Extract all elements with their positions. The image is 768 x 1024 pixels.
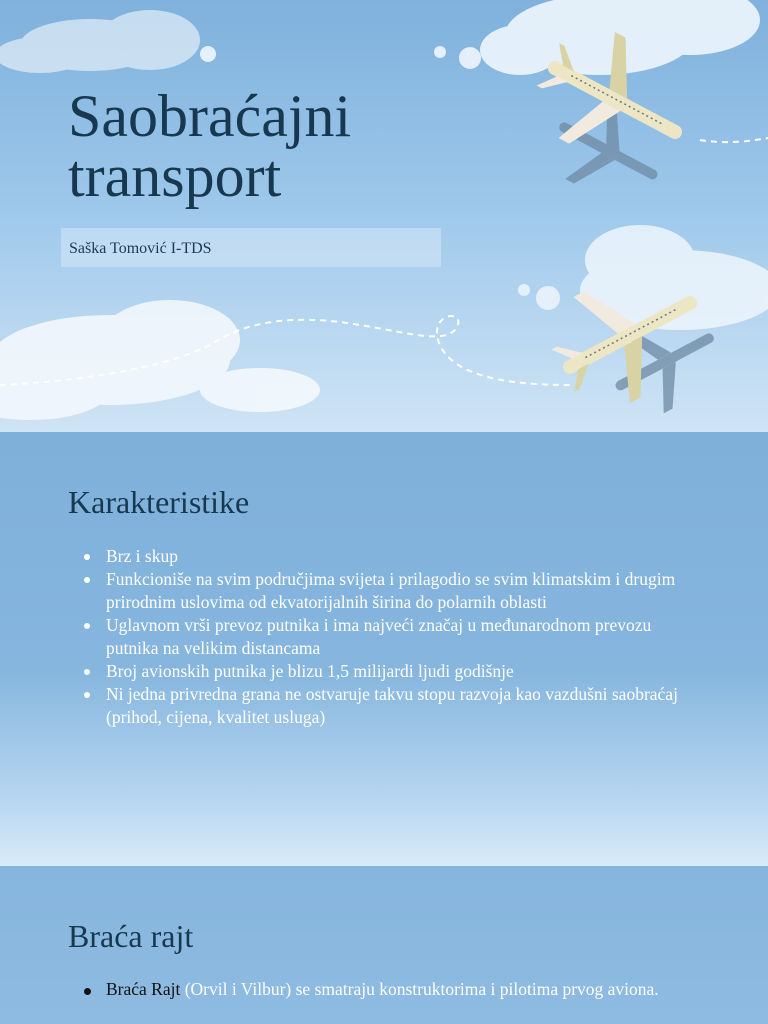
list-item <box>82 683 682 729</box>
clouds-and-planes-decoration <box>0 0 768 432</box>
bullet-list <box>82 545 682 729</box>
bullet-icon <box>84 988 91 995</box>
title-line-1: Saobraćajni <box>68 83 352 149</box>
wright-brothers-slide <box>0 866 768 1024</box>
slide-heading: Karakteristike <box>68 484 250 520</box>
bullet-list <box>82 978 682 1001</box>
dashed-flight-path <box>700 138 768 142</box>
list-item <box>82 660 682 683</box>
list-item <box>82 614 682 660</box>
cloud-icon <box>0 10 200 73</box>
list-item <box>82 568 682 614</box>
subtitle: Saška Tomović I-TDS <box>69 240 212 257</box>
list-item-text: Brz i skup <box>106 546 178 566</box>
list-item-text: Ni jedna privredna grana ne ostvaruje takvu stopu razvoja kao vazdušni saobraćaj (prihod, cijena, kvalitet usluga) <box>106 684 678 727</box>
bullet-icon <box>84 692 90 698</box>
list-item-text: Broj avionskih putnika je blizu 1,5 milijardi ljudi godišnje <box>106 661 514 681</box>
title-line-2: transport <box>68 143 282 209</box>
bullet-icon <box>84 623 90 629</box>
characteristics-slide <box>0 432 768 866</box>
list-item-text: Uglavnom vrši prevoz putnika i ima najveći značaj u međunarodnom prevozu putnika na velikim distancama <box>106 615 652 658</box>
bullet-icon <box>84 669 90 675</box>
list-item-text: Funkcioniše na svim područjima svijeta i prilagodio se svim klimatskim i drugim prirodnim uslovima od ekvatorijalnih širina do polarnih oblasti <box>106 569 676 612</box>
title-slide <box>0 0 768 432</box>
cloud-icon <box>200 0 760 75</box>
cloud-icon <box>0 300 320 420</box>
list-item-bold-text: Braća Rajt <box>106 979 181 999</box>
bullet-icon <box>84 577 90 583</box>
list-item <box>82 545 682 568</box>
list-item <box>82 978 682 1001</box>
slide-title <box>68 83 352 209</box>
list-item-text: (Orvil i Vilbur) se smatraju konstruktorima i pilotima prvog aviona. <box>180 979 659 999</box>
bullet-icon <box>84 554 90 560</box>
slide-heading: Braća rajt <box>68 918 194 954</box>
cloud-icon <box>518 225 768 330</box>
